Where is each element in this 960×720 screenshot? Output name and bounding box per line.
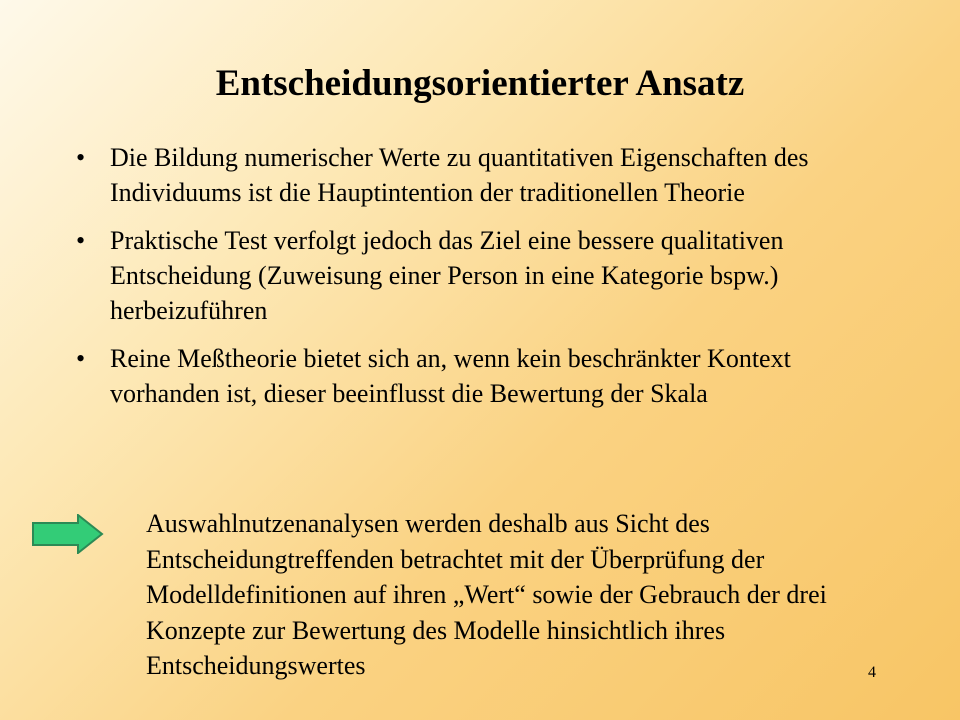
bullet-list bbox=[72, 140, 872, 424]
bullet-marker: • bbox=[76, 226, 86, 255]
bullet-item bbox=[72, 140, 872, 210]
bullet-item bbox=[72, 223, 872, 328]
bullet-marker: • bbox=[76, 143, 86, 172]
bullet-item bbox=[72, 341, 872, 411]
conclusion-text: Auswahlnutzenanalysen werden deshalb aus Sicht des Entscheidungtreffenden betrachtet mit der Überprüfung der Modelldefinitionen auf ihren „Wert“ sowie der Gebrauch der drei Konzepte zur Bewertung des Modelle hinsichtlich ihres Entscheidungswertes bbox=[146, 509, 827, 680]
bullet-marker: • bbox=[76, 344, 86, 373]
page-number: 4 bbox=[868, 664, 876, 681]
right-arrow-icon bbox=[32, 514, 104, 554]
bullet-text: Die Bildung numerischer Werte zu quantitativen Eigenschaften des Individuums ist die Hauptintention der traditionellen Theorie bbox=[110, 143, 809, 207]
bullet-text: Reine Meßtheorie bietet sich an, wenn kein beschränkter Kontext vorhanden ist, dieser beeinflusst die Bewertung der Skala bbox=[110, 344, 791, 408]
bullet-text: Praktische Test verfolgt jedoch das Ziel eine bessere qualitativen Entscheidung (Zuweisung einer Person in eine Kategorie bspw.) herbeizuführen bbox=[110, 226, 784, 325]
slide-title: Entscheidungsorientierter Ansatz bbox=[215, 63, 745, 104]
